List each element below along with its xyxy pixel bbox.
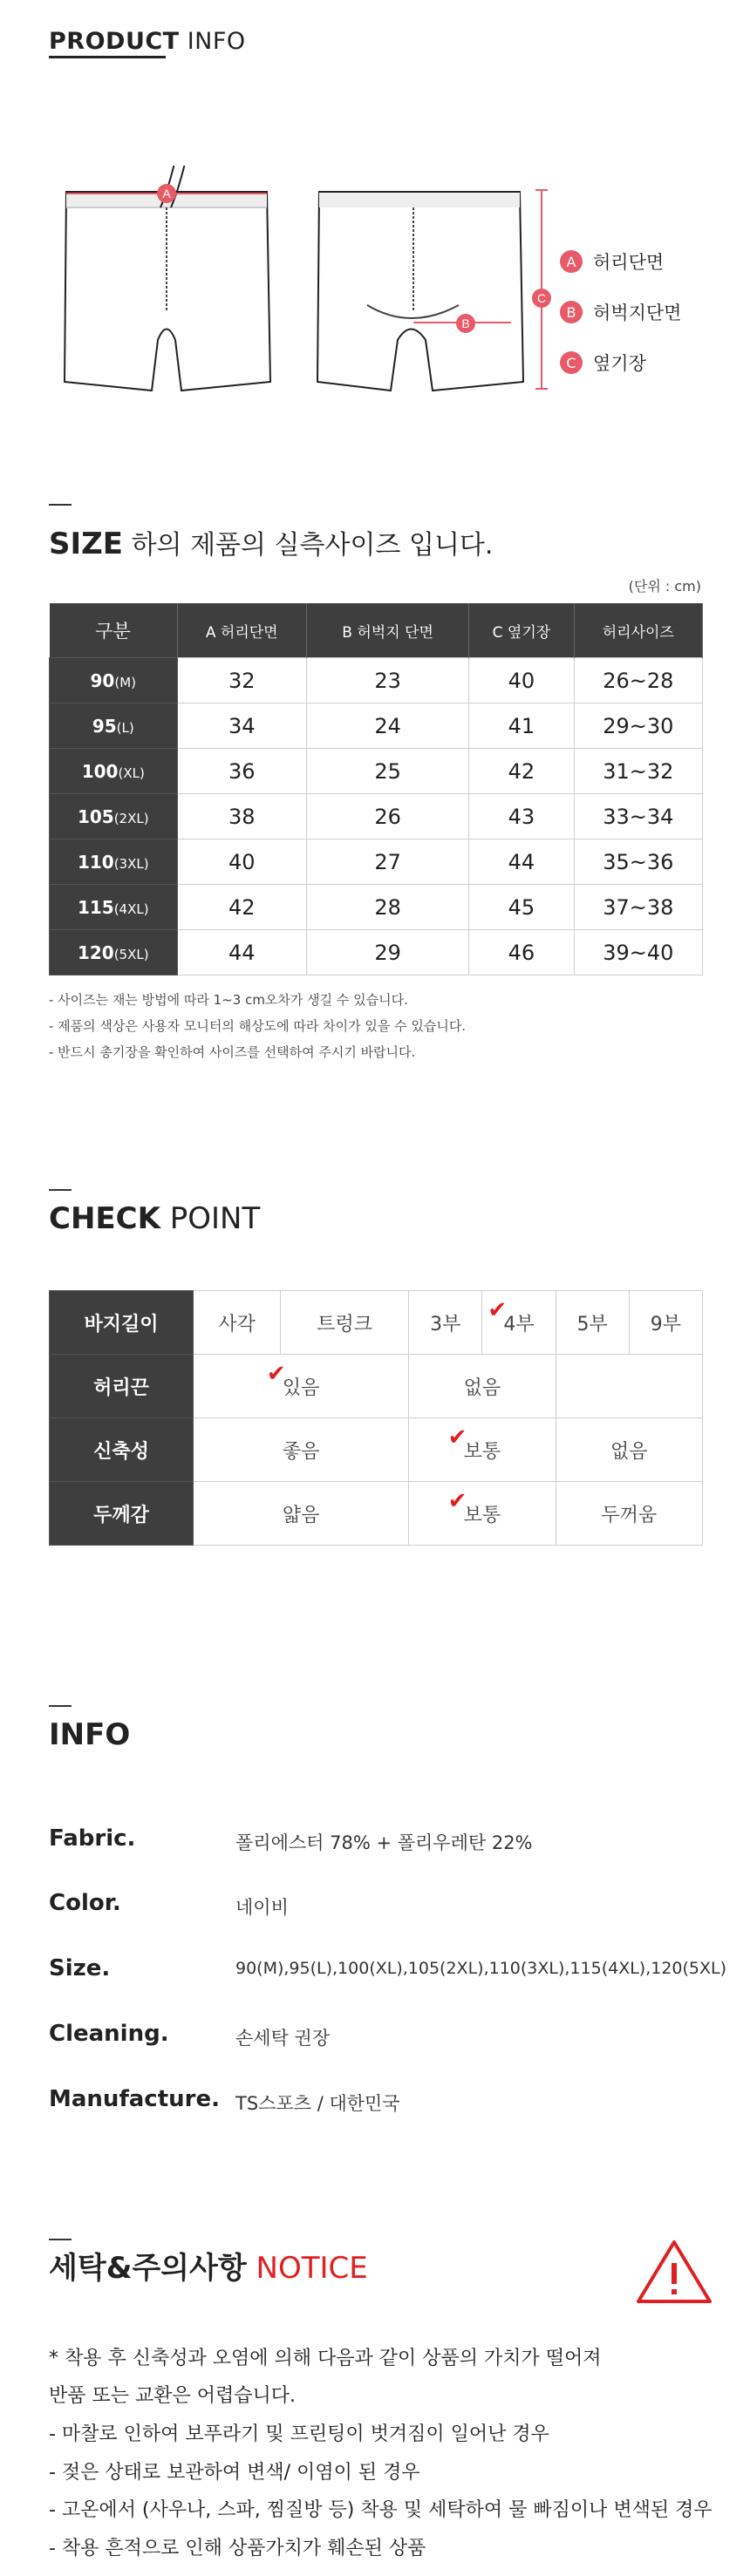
notice-line: - 젖은 상태로 보관하여 변색/ 이염이 된 경우: [49, 2462, 420, 2484]
option-cell: [556, 1291, 629, 1355]
size-cell-c: 40: [469, 658, 574, 703]
option-text: 4부: [503, 1313, 535, 1336]
info-key: Manufacture.: [49, 2086, 220, 2112]
option-cell: [194, 1418, 409, 1482]
notice-line: * 착용 후 신축성과 오염에 의해 다음과 같이 상품의 가치가 떨어져: [49, 2348, 602, 2369]
size-cell-waist: 29~30: [574, 703, 702, 749]
section-dash: [49, 2239, 72, 2240]
size-cell-waist: 31~32: [574, 749, 702, 794]
row-size-label: [50, 658, 178, 703]
option-text: 트렁크: [317, 1313, 373, 1336]
col-header: A 허리단면: [177, 603, 306, 658]
size-tag: (4XL): [113, 901, 149, 917]
size-cell-b: 23: [306, 658, 468, 703]
section-dash: [49, 504, 72, 506]
row-label: 두께감: [50, 1482, 194, 1546]
row-waist-string: [50, 1355, 703, 1418]
check-point-table: [49, 1290, 703, 1546]
legend-label-a: 허리단면: [593, 252, 665, 273]
option-cell: [194, 1291, 281, 1355]
row-size-label: [50, 794, 178, 839]
option-text: 있음: [282, 1376, 320, 1399]
info-key: Color.: [49, 1890, 121, 1916]
size-cell-b: 27: [306, 839, 468, 885]
info-key: Fabric.: [49, 1825, 136, 1852]
size-cell-c: 44: [469, 839, 574, 885]
checkmark-icon: ✔: [266, 1360, 286, 1387]
info-title: INFO: [49, 1717, 131, 1752]
size-cell-waist: 39~40: [574, 930, 702, 975]
note-line: - 제품의 색상은 사용자 모니터의 해상도에 따라 차이가 있을 수 있습니다.: [49, 1018, 467, 1034]
option-cell: [556, 1355, 702, 1418]
size-title: SIZE 하의 제품의 실측사이즈 입니다.: [49, 527, 494, 561]
notice-title: 세탁&주의사항 NOTICE: [49, 2251, 368, 2286]
size-tag: (L): [116, 719, 134, 736]
col-header: 허리사이즈: [574, 603, 702, 658]
size-cell-c: 42: [469, 749, 574, 794]
size-table-row: [50, 930, 703, 975]
option-text: 없음: [610, 1440, 648, 1463]
option-cell: [409, 1291, 482, 1355]
option-cell: [482, 1291, 556, 1355]
product-info-heading: PRODUCT INFO: [49, 28, 246, 55]
size-number: 110: [77, 851, 114, 873]
size-tag: (2XL): [113, 810, 149, 826]
checkmark-icon: ✔: [447, 1424, 467, 1451]
svg-text:A: A: [162, 187, 171, 201]
size-cell-b: 28: [306, 885, 468, 930]
option-cell: [409, 1418, 556, 1482]
size-table-row: [50, 839, 703, 885]
size-cell-a: 42: [177, 885, 306, 930]
size-table-row: [50, 794, 703, 839]
legend-badge-b: B: [560, 301, 583, 323]
section-dash: [49, 1705, 72, 1707]
size-cell-b: 29: [306, 930, 468, 975]
size-cell-b: 25: [306, 749, 468, 794]
option-cell: [556, 1418, 702, 1482]
size-cell-a: 44: [177, 930, 306, 975]
check-title: CHECK POINT: [49, 1201, 261, 1236]
size-table-row: [50, 749, 703, 794]
row-stretch: [50, 1418, 703, 1482]
size-cell-waist: 26~28: [574, 658, 702, 703]
note-line: - 사이즈는 재는 방법에 따라 1~3 cm오차가 생길 수 있습니다.: [49, 992, 408, 1008]
info-value: 폴리에스터 78% + 폴리우레탄 22%: [235, 1832, 533, 1853]
size-table-header: [50, 603, 703, 658]
col-header: B 허벅지 단면: [306, 603, 468, 658]
option-text: 얇음: [282, 1504, 320, 1526]
row-size-label: [50, 839, 178, 885]
size-tag: (M): [114, 674, 137, 690]
legend-label-b: 허벅지단면: [593, 302, 682, 323]
legend-label-c: 옆기장: [593, 353, 646, 374]
option-cell: [194, 1355, 409, 1418]
size-table-row: [50, 703, 703, 749]
info-value: 네이비: [235, 1897, 289, 1918]
size-cell-c: 41: [469, 703, 574, 749]
option-text: 3부: [430, 1313, 461, 1336]
legend-item-b: [560, 295, 681, 330]
row-pants-length: [50, 1291, 703, 1355]
row-label: 신축성: [50, 1418, 194, 1482]
row-label: 바지길이: [50, 1291, 194, 1355]
size-number: 100: [81, 760, 119, 782]
option-cell: [629, 1291, 702, 1355]
notice-line: - 고온에서 (사우나, 스파, 찜질방 등) 착용 및 세탁하여 물 빠짐이나 변색된 경우: [49, 2499, 712, 2521]
option-cell: [281, 1291, 409, 1355]
option-text: 보통: [463, 1440, 501, 1463]
row-size-label: [50, 930, 178, 975]
size-table: [49, 603, 703, 975]
size-cell-c: 43: [469, 794, 574, 839]
section-dash: [49, 1189, 72, 1191]
notice-line: - 마찰로 인하여 보푸라기 및 프린팅이 벗겨짐이 일어난 경우: [49, 2423, 549, 2445]
size-cell-a: 40: [177, 839, 306, 885]
size-table-row: [50, 658, 703, 703]
info-value: 손세탁 권장: [235, 2028, 331, 2049]
info-key: Size.: [49, 1955, 111, 1981]
size-number: 115: [77, 896, 114, 918]
size-cell-a: 36: [177, 749, 306, 794]
col-header: C 옆기장: [469, 603, 574, 658]
size-cell-b: 24: [306, 703, 468, 749]
size-cell-c: 45: [469, 885, 574, 930]
note-line: - 반드시 총기장을 확인하여 사이즈를 선택하여 주시기 바랍니다.: [49, 1044, 416, 1060]
svg-text:C: C: [536, 291, 547, 305]
size-cell-waist: 37~38: [574, 885, 702, 930]
option-cell: [556, 1482, 702, 1546]
size-cell-a: 38: [177, 794, 306, 839]
legend-badge-a: A: [560, 250, 583, 273]
notice-line: 반품 또는 교환은 어렵습니다.: [49, 2385, 296, 2407]
row-thickness: [50, 1482, 703, 1546]
option-cell: [409, 1482, 556, 1546]
back-shorts-drawing: [317, 192, 523, 391]
diagram-legend: [560, 244, 681, 380]
size-tag: (5XL): [113, 946, 149, 962]
size-table-row: [50, 885, 703, 930]
size-cell-waist: 33~34: [574, 794, 702, 839]
row-size-label: [50, 703, 178, 749]
legend-item-a: [560, 244, 681, 279]
info-value: TS스포츠 / 대한민국: [235, 2093, 400, 2114]
option-text: 9부: [650, 1313, 681, 1336]
col-header: 구분: [50, 603, 178, 658]
option-cell: [409, 1355, 556, 1418]
info-key: Cleaning.: [49, 2021, 169, 2047]
size-notes: [49, 987, 466, 1065]
size-number: 105: [77, 805, 114, 827]
row-label: 허리끈: [50, 1355, 194, 1418]
heading-underline: [49, 56, 166, 58]
size-number: 95: [92, 715, 117, 737]
size-number: 90: [90, 669, 115, 691]
row-size-label: [50, 749, 178, 794]
checkmark-icon: ✔: [488, 1296, 508, 1323]
legend-badge-c: C: [560, 351, 583, 374]
size-number: 120: [77, 941, 114, 963]
size-cell-b: 26: [306, 794, 468, 839]
legend-item-c: [560, 345, 681, 380]
size-cell-waist: 35~36: [574, 839, 702, 885]
info-value: 90(M),95(L),100(XL),105(2XL),110(3XL),115(4XL),120(5XL): [235, 1959, 727, 1978]
row-size-label: [50, 885, 178, 930]
size-cell-a: 34: [177, 703, 306, 749]
size-tag: (3XL): [113, 855, 149, 872]
svg-text:B: B: [461, 316, 470, 330]
option-text: 사각: [218, 1313, 256, 1336]
option-text: 없음: [463, 1376, 501, 1399]
option-cell: [194, 1482, 409, 1546]
size-tag: (XL): [118, 765, 145, 781]
unit-label: (단위 : cm): [628, 578, 701, 595]
option-text: 5부: [576, 1313, 608, 1336]
notice-line: - 착용 흔적으로 인해 상품가치가 훼손된 상품: [49, 2538, 426, 2559]
size-cell-a: 32: [177, 658, 306, 703]
option-text: 두꺼움: [601, 1504, 658, 1526]
size-cell-c: 46: [469, 930, 574, 975]
option-text: 좋음: [282, 1440, 320, 1463]
option-text: 보통: [463, 1504, 501, 1526]
warning-icon: [633, 2237, 715, 2307]
checkmark-icon: ✔: [447, 1487, 467, 1514]
